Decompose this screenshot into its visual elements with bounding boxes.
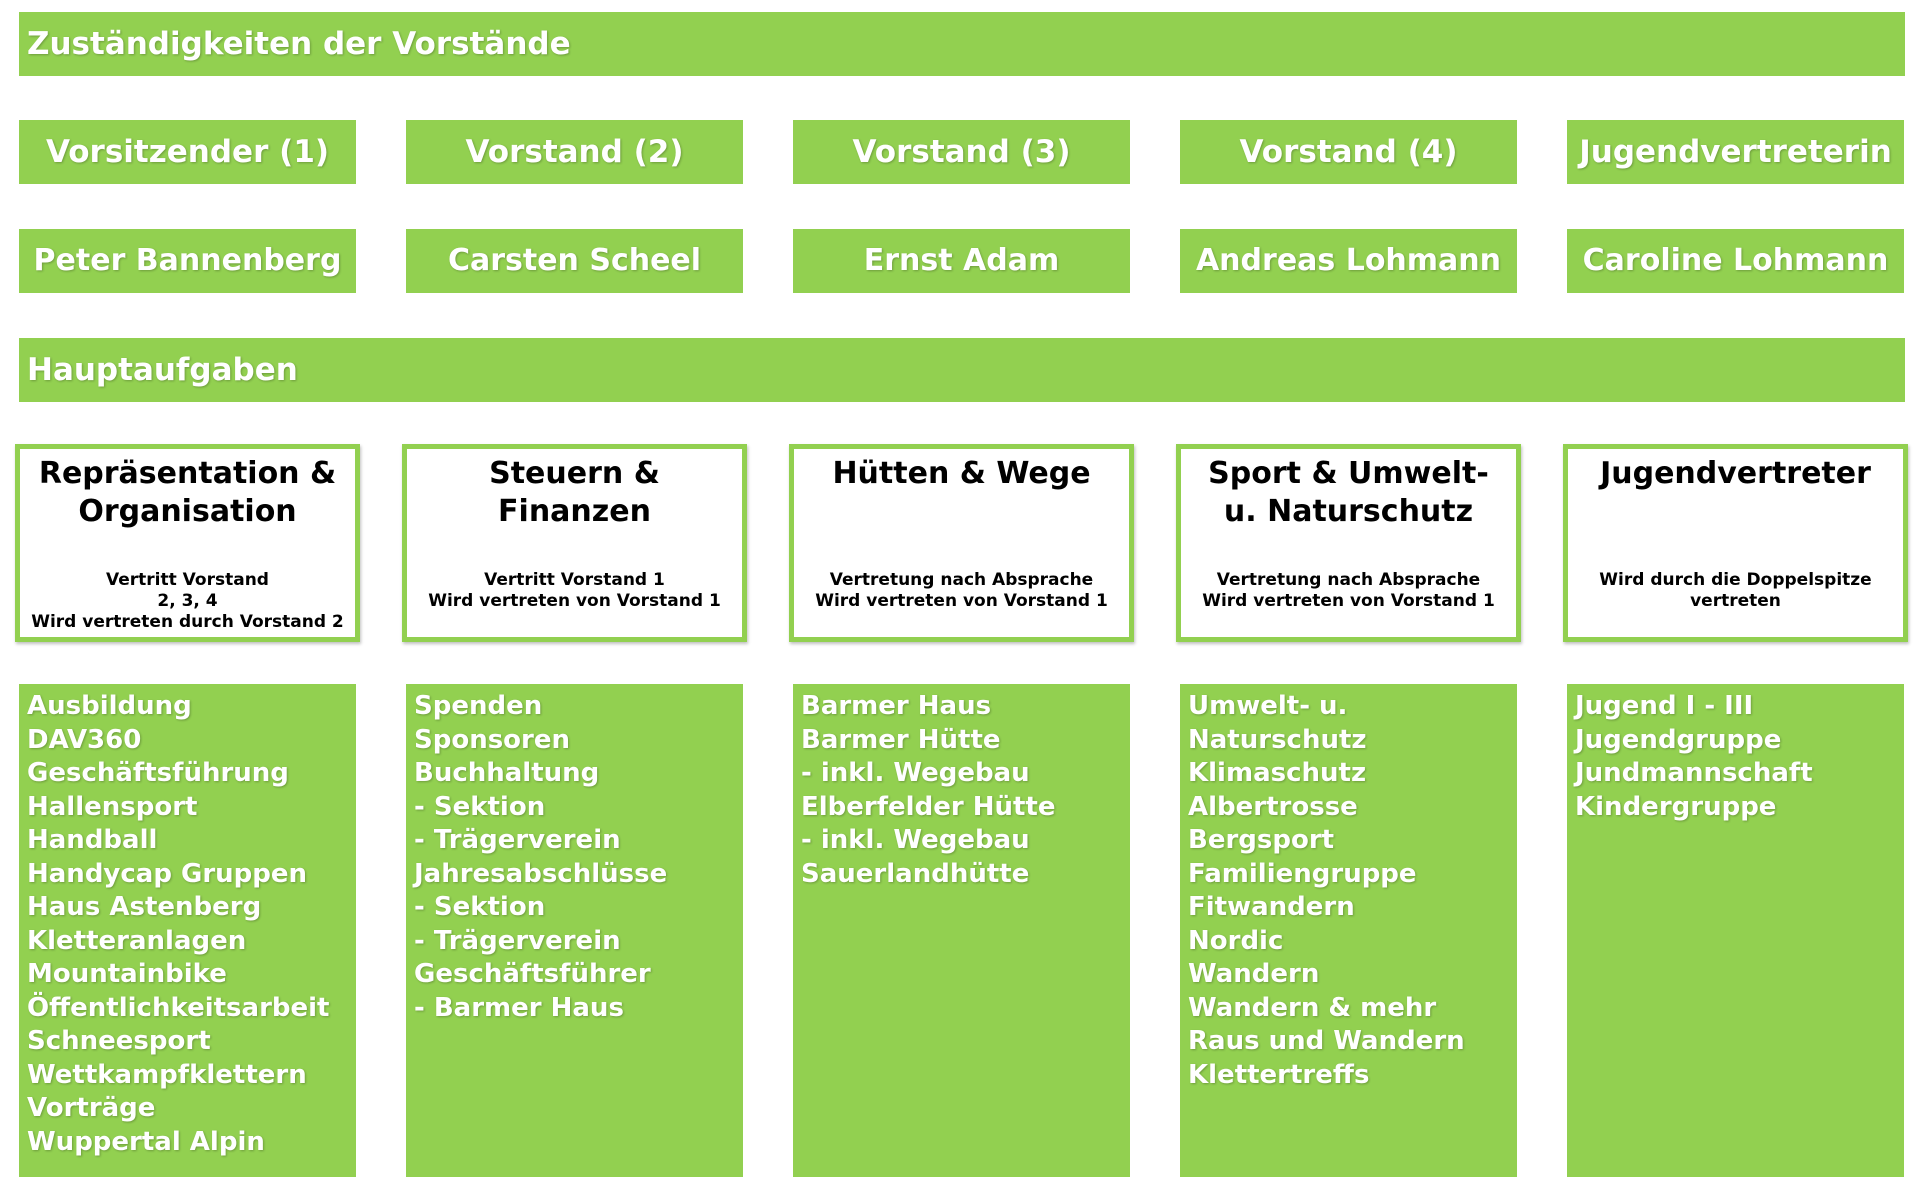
- list-item: Öffentlichkeitsarbeit: [27, 992, 330, 1023]
- list-item: Mountainbike: [27, 959, 227, 989]
- list-item: Familiengruppe: [1188, 858, 1417, 889]
- list-item: Wandern & mehr: [1188, 992, 1437, 1023]
- list-item: Kletteranlagen: [27, 925, 247, 956]
- list-item: Spenden: [414, 691, 543, 721]
- task-note: Vertritt Vorstand 1 Wird vertreten von Vorstand 1: [428, 570, 721, 611]
- person-box-5: Caroline Lohmann: [1567, 229, 1904, 293]
- task-box-4: [1176, 444, 1521, 642]
- task-note: Vertretung nach Absprache Wird vertreten von Vorstand 1: [1202, 570, 1495, 611]
- task-list-4: [1180, 684, 1517, 1177]
- list-item: - Sektion: [414, 791, 546, 822]
- list-item: Schneesport: [27, 1026, 211, 1056]
- task-title: Hütten & Wege: [832, 456, 1091, 491]
- list-item: - inkl. Wegebau: [801, 825, 1030, 855]
- list-item: Handycap Gruppen: [27, 858, 308, 889]
- list-item: Raus und Wandern: [1188, 1026, 1465, 1056]
- person-box-2: Carsten Scheel: [406, 229, 743, 293]
- list-item: Ausbildung: [27, 691, 192, 721]
- list-item: Wandern: [1188, 959, 1320, 989]
- list-item: Geschäftsführung: [27, 758, 289, 788]
- list-item: - Barmer Haus: [414, 992, 624, 1023]
- task-box-1: [15, 444, 360, 642]
- list-item: Jugendgruppe: [1575, 724, 1782, 755]
- list-item: Buchhaltung: [414, 758, 600, 788]
- section-title: Hauptaufgaben: [19, 338, 1905, 402]
- list-item: - Sektion: [414, 892, 546, 922]
- list-item: Jundmannschaft: [1575, 758, 1813, 788]
- list-item: - inkl. Wegebau: [801, 758, 1030, 788]
- task-title: Jugendvertreter: [1600, 456, 1871, 491]
- list-item: Jahresabschlüsse: [414, 858, 668, 889]
- list-item: Handball: [27, 825, 158, 855]
- task-list-2: [406, 684, 743, 1177]
- list-item: Bergsport: [1188, 825, 1335, 855]
- list-item: DAV360: [27, 724, 142, 755]
- list-item: Klettertreffs: [1188, 1059, 1370, 1090]
- task-title: Repräsentation & Organisation: [38, 456, 337, 529]
- task-note: Vertritt Vorstand 2, 3, 4 Wird vertreten durch Vorstand 2: [31, 570, 344, 632]
- role-box-4: Vorstand (4): [1180, 120, 1517, 184]
- list-item: Sponsoren: [414, 724, 571, 755]
- list-item: - Trägerverein: [414, 925, 621, 956]
- list-item: Vorträge: [27, 1093, 156, 1123]
- person-box-1: Peter Bannenberg: [19, 229, 356, 293]
- list-item: Kindergruppe: [1575, 791, 1777, 822]
- list-item: Elberfelder Hütte: [801, 791, 1056, 822]
- list-item: Jugend I - III: [1575, 691, 1754, 721]
- list-item: Klimaschutz: [1188, 758, 1367, 788]
- list-item: Geschäftsführer: [414, 959, 651, 989]
- list-item: Naturschutz: [1188, 724, 1367, 755]
- role-box-2: Vorstand (2): [406, 120, 743, 184]
- task-note: Wird durch die Doppelspitze vertreten: [1599, 570, 1872, 611]
- person-box-4: Andreas Lohmann: [1180, 229, 1517, 293]
- task-box-3: [789, 444, 1134, 642]
- task-list-5: [1567, 684, 1904, 1177]
- list-item: Wettkampfklettern: [27, 1059, 307, 1090]
- role-box-5: Jugendvertreterin: [1567, 120, 1904, 184]
- task-list-1: [19, 684, 356, 1177]
- list-item: Hallensport: [27, 791, 198, 822]
- list-item: Wuppertal Alpin: [27, 1126, 265, 1157]
- task-title: Sport & Umwelt- u. Naturschutz: [1208, 456, 1489, 529]
- list-item: - Trägerverein: [414, 825, 621, 855]
- list-item: Albertrosse: [1188, 791, 1358, 822]
- list-item: Haus Astenberg: [27, 892, 262, 922]
- role-box-1: Vorsitzender (1): [19, 120, 356, 184]
- task-title: Steuern & Finanzen: [489, 456, 660, 529]
- role-box-3: Vorstand (3): [793, 120, 1130, 184]
- task-box-5: [1563, 444, 1908, 642]
- list-item: Fitwandern: [1188, 892, 1355, 922]
- task-box-2: [402, 444, 747, 642]
- task-note: Vertretung nach Absprache Wird vertreten von Vorstand 1: [815, 570, 1108, 611]
- header-title: Zuständigkeiten der Vorstände: [19, 12, 1905, 76]
- list-item: Barmer Haus: [801, 691, 992, 721]
- list-item: Barmer Hütte: [801, 724, 1001, 755]
- list-item: Sauerlandhütte: [801, 858, 1030, 889]
- person-box-3: Ernst Adam: [793, 229, 1130, 293]
- list-item: Nordic: [1188, 925, 1284, 956]
- list-item: Umwelt- u.: [1188, 691, 1348, 721]
- task-list-3: [793, 684, 1130, 1177]
